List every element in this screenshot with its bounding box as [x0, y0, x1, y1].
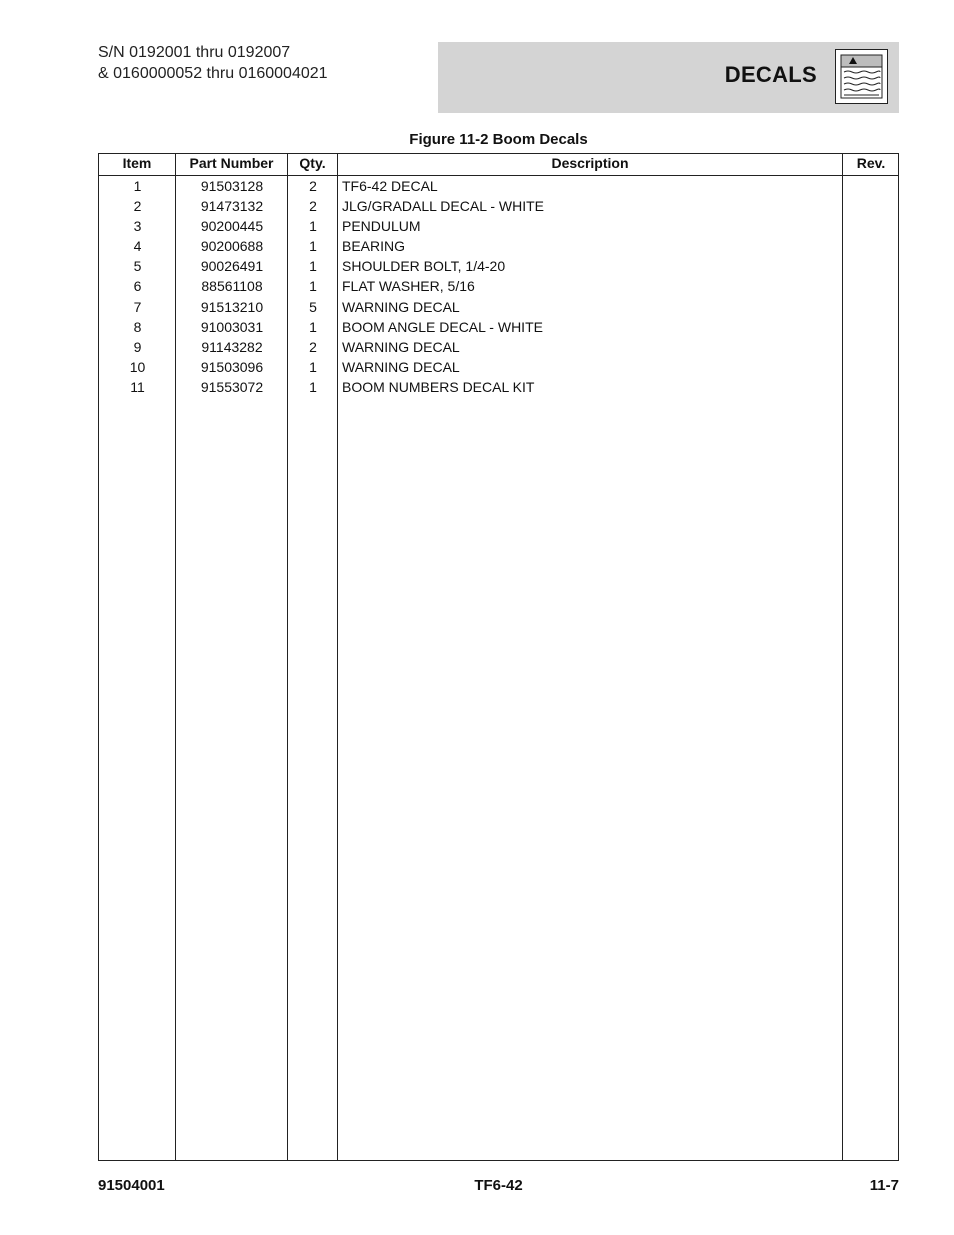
cell-qty: 1: [309, 278, 317, 295]
table-body: [99, 176, 898, 397]
cell-description: WARNING DECAL: [342, 338, 460, 355]
section-title: DECALS: [724, 62, 817, 87]
cell-qty: 2: [309, 178, 317, 194]
section-banner: [438, 42, 899, 113]
footer-page-number: 11-7: [869, 1177, 899, 1194]
cell-description: FLAT WASHER, 5/16: [342, 278, 475, 295]
serial-line-1: S/N 0192001 thru 0192007: [98, 44, 291, 61]
cell-description: SHOULDER BOLT, 1/4-20: [342, 258, 506, 275]
cell-description: TF6-42 DECAL: [342, 178, 438, 194]
table-row: [99, 256, 898, 276]
cell-description: WARNING DECAL: [342, 358, 460, 375]
cell-item: 8: [133, 318, 142, 335]
cell-qty: 5: [309, 298, 317, 315]
cell-part-number: 88561108: [201, 278, 263, 295]
cell-description: BOOM NUMBERS DECAL KIT: [342, 378, 535, 395]
table-row: [99, 196, 898, 216]
cell-part-number: 90200445: [200, 218, 264, 235]
table-row: [99, 337, 898, 357]
cell-item: 5: [133, 258, 142, 275]
cell-item: 6: [133, 278, 142, 295]
table-row: [99, 317, 898, 337]
cell-item: 2: [133, 198, 142, 215]
table-row: [99, 377, 898, 397]
footer-model: TF6-42: [474, 1177, 523, 1194]
cell-description: WARNING DECAL: [342, 298, 460, 315]
figure-title: Figure 11-2 Boom Decals: [409, 131, 588, 148]
cell-description: BEARING: [342, 238, 406, 255]
cell-qty: 1: [309, 258, 317, 275]
cell-part-number: 91003031: [200, 318, 264, 335]
cell-part-number: 91503096: [200, 358, 264, 375]
column-header-description: Description: [551, 155, 629, 171]
column-header-qty: Qty.: [299, 155, 326, 171]
cell-part-number: 91503128: [200, 178, 264, 194]
parts-table: [98, 153, 899, 1161]
cell-item: 11: [130, 378, 145, 395]
cell-qty: 1: [309, 358, 317, 375]
column-header-part-number: Part Number: [189, 155, 274, 171]
table-row: [99, 236, 898, 256]
cell-qty: 1: [309, 238, 317, 255]
cell-part-number: 90026491: [200, 258, 264, 275]
cell-qty: 2: [309, 198, 317, 215]
cell-qty: 1: [309, 318, 317, 335]
table-row: [99, 297, 898, 317]
table-row: [99, 357, 898, 377]
cell-part-number: 91143282: [201, 338, 263, 355]
cell-part-number: 90200688: [200, 238, 264, 255]
cell-item: 9: [133, 338, 142, 355]
table-header: [99, 154, 898, 176]
cell-description: JLG/GRADALL DECAL - WHITE: [342, 198, 545, 215]
cell-item: 7: [133, 298, 142, 315]
decal-warning-icon: [835, 49, 888, 104]
cell-item: 10: [129, 358, 146, 375]
cell-item: 3: [133, 218, 142, 235]
cell-part-number: 91553072: [200, 378, 264, 395]
table-row: [99, 216, 898, 236]
serial-line-2: & 0160000052 thru 0160004021: [98, 65, 328, 82]
serial-number-range: [98, 42, 328, 84]
cell-qty: 1: [309, 378, 317, 395]
cell-qty: 1: [309, 218, 317, 235]
column-header-rev: Rev.: [856, 155, 886, 171]
cell-item: 1: [133, 178, 142, 194]
cell-qty: 2: [309, 338, 317, 355]
cell-description: PENDULUM: [342, 218, 421, 235]
cell-description: BOOM ANGLE DECAL - WHITE: [342, 318, 543, 335]
table-row: [99, 176, 898, 196]
footer-doc-number: 91504001: [98, 1177, 165, 1194]
cell-part-number: 91473132: [200, 198, 264, 215]
table-row: [99, 276, 898, 296]
column-header-item: Item: [122, 155, 152, 171]
cell-part-number: 91513210: [200, 298, 264, 315]
cell-item: 4: [133, 238, 142, 255]
